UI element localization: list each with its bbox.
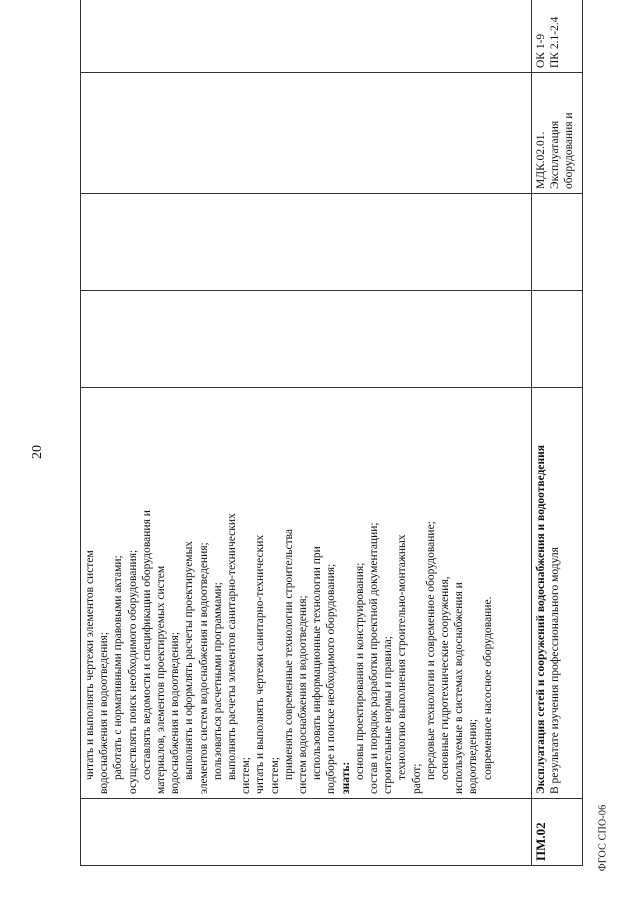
knowledge-line: водоснабжения и водоотведения;	[98, 631, 111, 794]
module-hours-1	[532, 291, 583, 388]
knowledge-line: состав и порядок разработки проектной документации;	[368, 522, 381, 794]
page-number: 20	[30, 445, 45, 459]
mdk-cell	[532, 73, 583, 194]
knowledge-line: читать и выполнять чертежи санитарно-технических	[254, 534, 267, 794]
knowledge-cell	[81, 388, 532, 799]
mdk-cell-empty	[81, 73, 532, 194]
competence-line: ОК 1-9	[535, 33, 547, 68]
knowledge-line: систем водоснабжения и водоотведения;	[297, 595, 310, 794]
knowledge-line: современное насосное оборудование.	[481, 596, 494, 780]
mdk-line: оборудования и	[563, 112, 576, 189]
code-cell-empty	[81, 799, 532, 866]
knowledge-line: использовать информационные технологии при	[311, 546, 324, 780]
table-row-top	[81, 0, 532, 866]
knowledge-line: выполнять и оформлять расчеты проектируемых	[183, 540, 196, 780]
competence-line: ПК 2.1-2.4	[549, 16, 562, 68]
knowledge-line: основы проектирования и конструирования;	[353, 562, 366, 780]
competence-cell-empty	[81, 0, 532, 73]
knowledge-line: выполнять расчеты элементов санитарно-технических	[226, 513, 239, 780]
hours-cell-1	[81, 291, 532, 388]
knowledge-line: читать и выполнять чертежи элементов систем	[84, 550, 96, 780]
knowledge-line: осуществлять поиск необходимого оборудования;	[126, 549, 139, 794]
module-title: Эксплуатация сетей и сооружений водоснабжения и водоотведения	[535, 445, 547, 794]
knowledge-line: систем;	[268, 757, 281, 794]
mdk-line: МДК.02.01.	[535, 131, 547, 189]
knowledge-line: передовые технологии и современное оборудование;	[424, 521, 437, 780]
module-title-cell	[532, 388, 583, 799]
knowledge-line: пользоваться расчетными программами;	[211, 582, 224, 780]
competence-cell	[532, 0, 583, 73]
knowledge-line: водоснабжения и водоотведения;	[169, 631, 182, 794]
mdk-line: Эксплуатация	[549, 120, 562, 189]
module-code: ПМ.02	[532, 799, 583, 866]
knowledge-line: знать:	[339, 761, 352, 794]
knowledge-line: работать с нормативными правовыми актами;	[112, 555, 125, 780]
module-subtitle: В результате изучения профессионального модуля	[549, 547, 562, 794]
knowledge-line: систем;	[240, 757, 253, 794]
knowledge-line: строительные нормы и правила;	[382, 636, 395, 794]
knowledge-line: основные гидротехнические сооружения,	[439, 576, 452, 780]
knowledge-line: элементов систем водоснабжения и водоотведения;	[197, 542, 210, 794]
knowledge-line: составлять ведомости и спецификации оборудования и	[140, 510, 153, 780]
knowledge-line: технологию выполнения строительно-монтажных	[396, 534, 409, 780]
hours-cell-2	[81, 194, 532, 291]
table-row-module	[532, 0, 583, 866]
knowledge-line: используемые в системах водоснабжения и	[453, 582, 466, 794]
knowledge-line: применять современные технологии строительства	[282, 529, 295, 780]
knowledge-line: материалов, элементов проектируемых систем	[155, 565, 168, 794]
footer-code: ФГОС СПО-06	[597, 804, 609, 872]
module-hours-2	[532, 194, 583, 291]
knowledge-line: водоотведения;	[467, 718, 480, 794]
knowledge-line: работ;	[410, 763, 423, 794]
knowledge-line: подборе и поиске необходимого оборудования;	[325, 563, 338, 794]
curriculum-table	[80, 16, 578, 866]
